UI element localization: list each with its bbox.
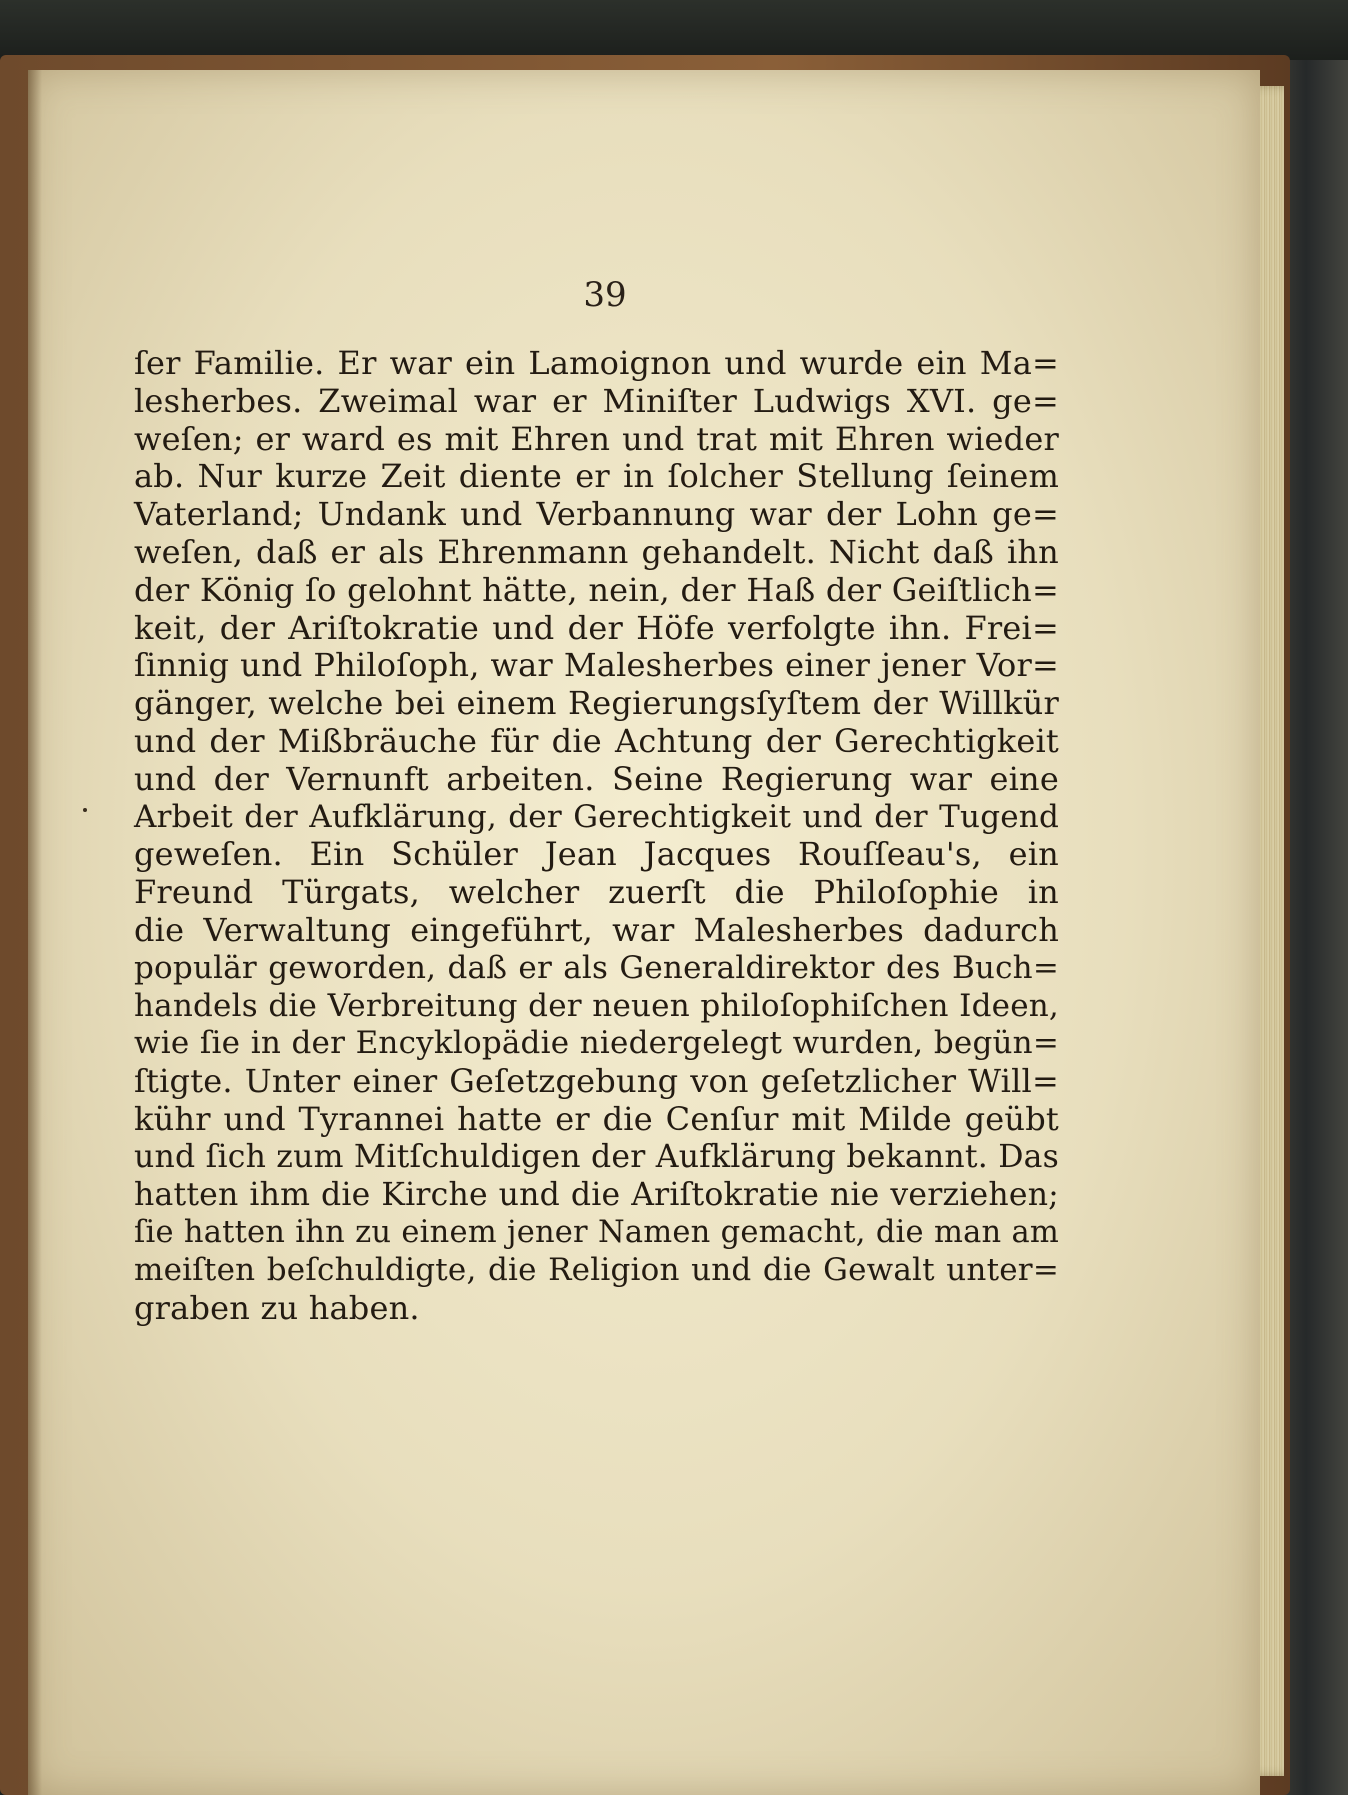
text-line: weſen, daß er als Ehrenmann gehandelt. Nicht daß ihn [134, 532, 1059, 571]
text-line: meiſten beſchuldigte, die Religion und die Gewalt unter= [134, 1252, 1059, 1289]
text-line: gänger, welche bei einem Regierungsſyſtem der Willkür [134, 684, 1059, 723]
page-body-text [134, 345, 1059, 1328]
book-cover-top [0, 0, 1348, 60]
text-line: der König ſo gelohnt hätte, nein, der Haß der Geiſtlich= [134, 570, 1059, 609]
text-line: und ſich zum Mitſchuldigen der Aufklärung bekannt. Das [134, 1138, 1059, 1175]
text-line: keit, der Ariſtokratie und der Höfe verfolgte ihn. Frei= [134, 608, 1059, 647]
text-line: ſie hatten ihn zu einem jener Namen gemacht, die man am [134, 1215, 1059, 1251]
ink-speck [83, 808, 87, 812]
text-line-last: graben zu haben. [134, 1288, 420, 1327]
page-gutter [28, 70, 42, 1795]
text-line: populär geworden, daß er als Generaldirektor des Buch= [134, 949, 1059, 986]
text-line: handels die Verbreitung der neuen philoſophiſchen Ideen, [134, 987, 1059, 1024]
text-line: ſtigte. Unter einer Geſetzgebung von geſetzlicher Will= [134, 1062, 1059, 1101]
text-line: lesherbes. Zweimal war er Miniſter Ludwigs XVI. ge= [134, 381, 1059, 420]
text-line: die Verwaltung eingeführt, war Malesherbes dadurch [134, 910, 1059, 949]
page-number: 39 [583, 275, 627, 315]
text-line: und der Mißbräuche für die Achtung der Gerechtigkeit [134, 721, 1059, 760]
text-line: geweſen. Ein Schüler Jean Jacques Rouſſeau's, ein [134, 835, 1059, 874]
text-line: ab. Nur kurze Zeit diente er in ſolcher Stellung ſeinem [134, 457, 1059, 496]
text-line: hatten ihm die Kirche und die Ariſtokratie nie verziehen; [134, 1176, 1059, 1213]
text-line: wie ſie in der Encyklopädie niedergelegt wurden, begün= [134, 1025, 1059, 1062]
text-line: Vaterland; Undank und Verbannung war der Lohn ge= [134, 495, 1059, 534]
text-line: ſinnig und Philoſoph, war Malesherbes einer jener Vor= [134, 646, 1059, 685]
text-line: weſen; er ward es mit Ehren und trat mit Ehren wieder [134, 419, 1059, 458]
text-line: und der Vernunft arbeiten. Seine Regierung war eine [134, 759, 1059, 798]
text-line: ſer Familie. Er war ein Lamoignon und wurde ein Ma= [134, 344, 1059, 382]
text-line: kühr und Tyrannei hatte er die Cenſur mit Milde geübt [134, 1099, 1059, 1138]
text-line: Freund Türgats, welcher zuerſt die Philoſophie in [134, 873, 1059, 912]
text-line: Arbeit der Aufklärung, der Gerechtigkeit und der Tugend [134, 798, 1059, 835]
